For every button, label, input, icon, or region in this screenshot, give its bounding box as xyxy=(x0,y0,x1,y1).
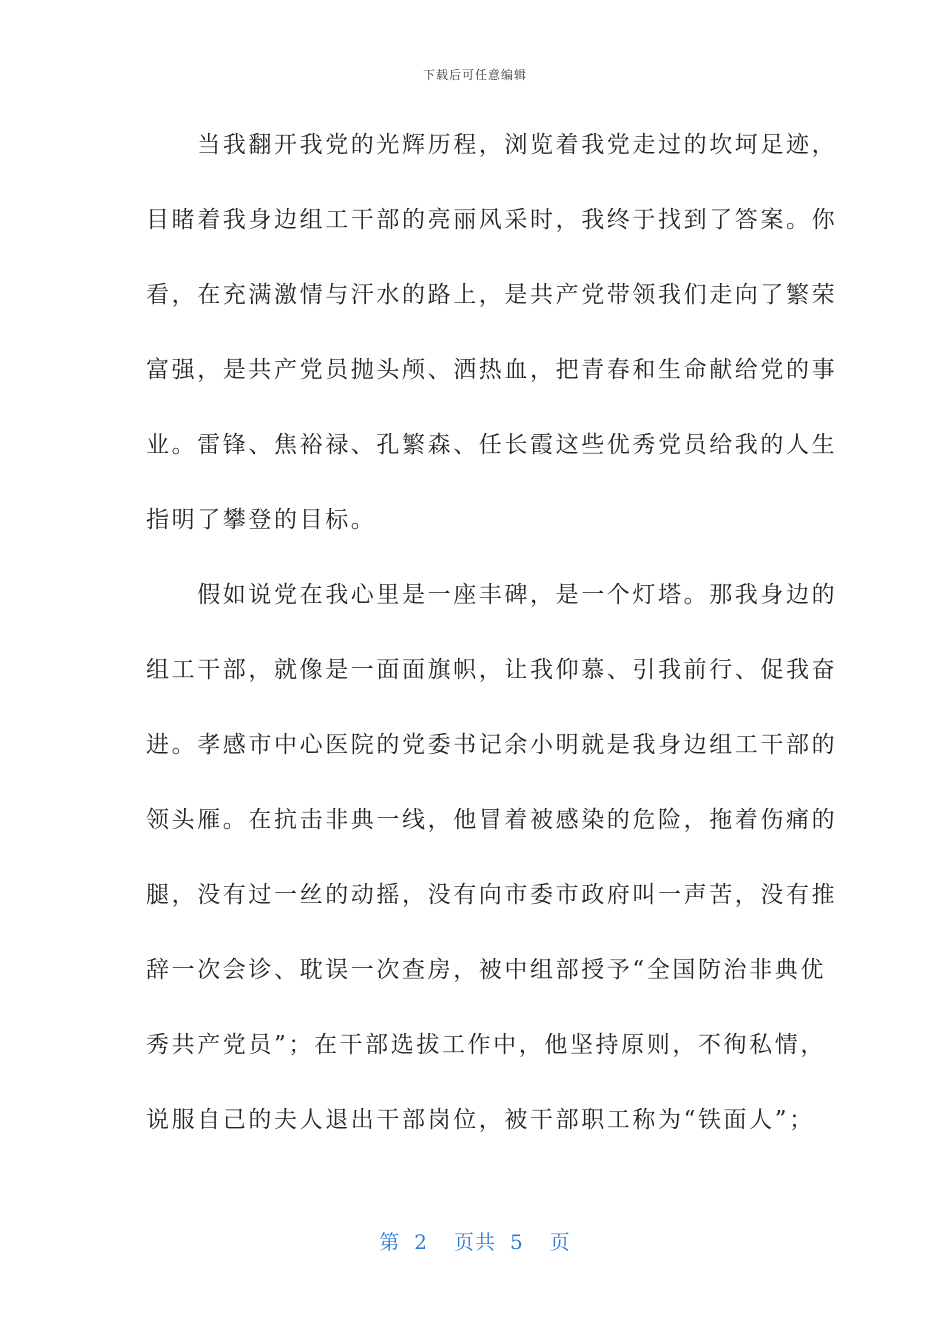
body-line: 业。雷锋、焦裕禄、孔繁森、任长霞这些优秀党员给我的人生 xyxy=(146,432,838,458)
body-line: 秀共产党员”；在干部选拔工作中，他坚持原则，不徇私情， xyxy=(146,1032,826,1058)
body-line: 看，在充满激情与汗水的路上，是共产党带领我们走向了繁荣 xyxy=(146,282,838,308)
body-line: 指明了攀登的目标。 xyxy=(146,507,377,533)
body-line: 目睹着我身边组工干部的亮丽风采时，我终于找到了答案。你 xyxy=(146,207,838,233)
body-line: 假如说党在我心里是一座丰碑，是一个灯塔。那我身边的 xyxy=(146,582,838,608)
body-line: 辞一次会诊、耽误一次查房，被中组部授予“全国防治非典优 xyxy=(146,957,826,983)
body-line: 领头雁。在抗击非典一线，他冒着被感染的危险，拖着伤痛的 xyxy=(146,807,838,833)
body-line: 组工干部，就像是一面面旗帜，让我仰慕、引我前行、促我奋 xyxy=(146,657,838,683)
body-line: 进。孝感市中心医院的党委书记余小明就是我身边组工干部的 xyxy=(146,732,838,758)
body-line: 富强，是共产党员抛头颅、洒热血，把青春和生命献给党的事 xyxy=(146,357,838,383)
footer-prefix: 第 xyxy=(379,1230,401,1254)
page-header: 下载后可任意编辑 xyxy=(422,68,527,82)
body-line: 说服自己的夫人退出干部岗位，被干部职工称为“铁面人”； xyxy=(146,1107,815,1133)
body-line: 腿，没有过一丝的动摇，没有向市委市政府叫一声苦，没有推 xyxy=(146,882,838,908)
footer-middle: 页共 xyxy=(454,1230,496,1254)
page-footer xyxy=(0,1226,950,1255)
footer-suffix: 页 xyxy=(549,1230,571,1254)
total-pages-number: 5 xyxy=(510,1230,524,1254)
current-page-number: 2 xyxy=(414,1230,428,1254)
body-line: 当我翻开我党的光辉历程，浏览着我党走过的坎坷足迹， xyxy=(146,132,838,158)
